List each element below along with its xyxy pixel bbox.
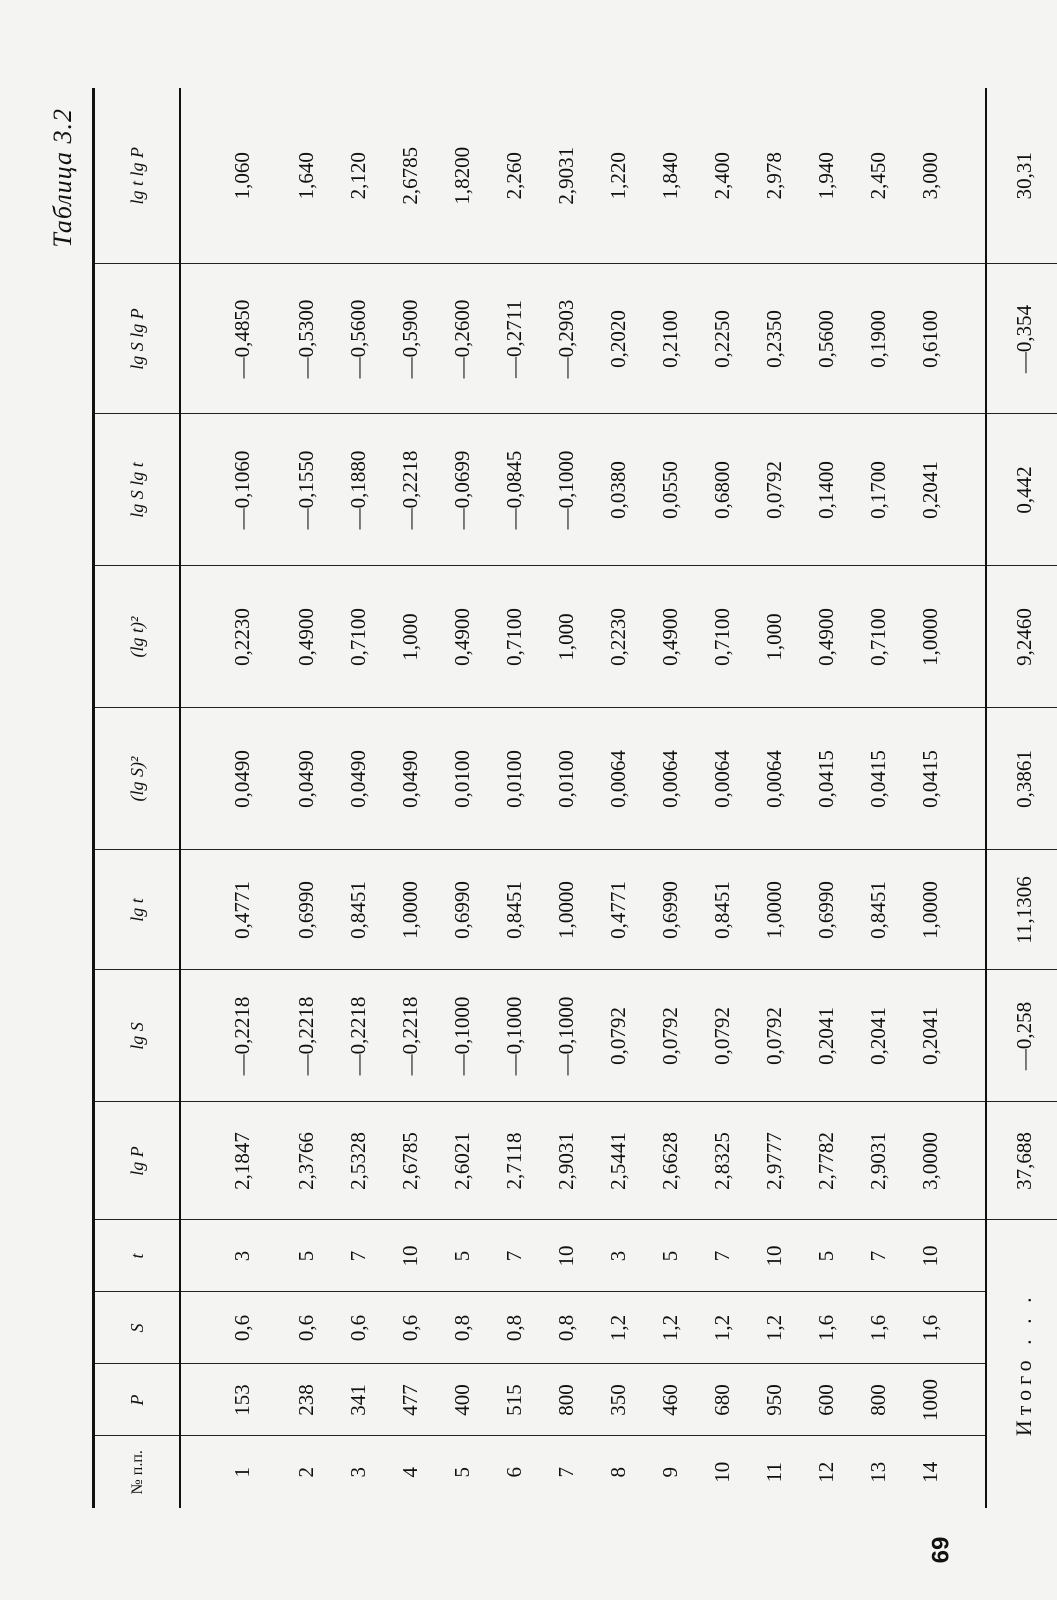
table-cell: 0,2041	[800, 970, 852, 1102]
table-cell: 0,0415	[904, 708, 986, 850]
table-row	[592, 88, 644, 1508]
table-cell: 1,6	[852, 1292, 904, 1364]
table-cell: 2,9031	[540, 1102, 592, 1220]
table-cell: 1,000	[748, 566, 800, 708]
table-cell: 5	[436, 1220, 488, 1292]
table-row	[800, 88, 852, 1508]
table-cell: 0,0100	[436, 708, 488, 850]
header-cell: lg S lg t	[94, 414, 181, 566]
table-cell: 0,0550	[644, 414, 696, 566]
table-cell: 2,3766	[280, 1102, 332, 1220]
row-number-cell: 3	[345, 1467, 370, 1478]
table-cell: 800	[540, 1364, 592, 1436]
row-number-cell: 9	[657, 1467, 682, 1478]
table-cell: —0,5300	[280, 264, 332, 414]
table-cell: 2,5441	[592, 1102, 644, 1220]
table-cell: 1,0000	[904, 850, 986, 970]
table-cell: —0,2903	[540, 264, 592, 414]
table-cell: 0,4900	[800, 566, 852, 708]
table-cell: 7	[852, 1220, 904, 1292]
table-cell: 0,5600	[800, 264, 852, 414]
row-number-cell: 7	[553, 1467, 578, 1478]
table-cell: 0,2250	[696, 264, 748, 414]
header-cell: lg S	[94, 970, 181, 1102]
table-cell: 0,7100	[332, 566, 384, 708]
total-cell: 30,31	[986, 88, 1057, 264]
table-cell: —0,2218	[280, 970, 332, 1102]
table-cell: 2,7782	[800, 1102, 852, 1220]
table-cell: 1,840	[644, 88, 696, 264]
table-row	[280, 88, 332, 1508]
table-cell: 1,0000	[748, 850, 800, 970]
table-cell: 2,9031	[540, 88, 592, 264]
table-cell: 2,6628	[644, 1102, 696, 1220]
table-cell: 0,2020	[592, 264, 644, 414]
table-cell: 0,2041	[904, 414, 986, 566]
table-cell: 1,8200	[436, 88, 488, 264]
table-cell: 0,0490	[280, 708, 332, 850]
table-cell: 2,260	[488, 88, 540, 264]
table-cell: 5	[800, 1220, 852, 1292]
rotated-table-frame	[48, 88, 1036, 1508]
table-cell: —0,1060	[180, 414, 280, 566]
table-cell: —0,2600	[436, 264, 488, 414]
table-cell: 0,0064	[696, 708, 748, 850]
table-cell: 2,6785	[384, 88, 436, 264]
table-cell: 0,6	[332, 1292, 384, 1364]
table-cell: 2,9031	[852, 1102, 904, 1220]
table-cell: —0,1000	[540, 970, 592, 1102]
total-cell: 9,2460	[986, 566, 1057, 708]
table-cell: —0,5900	[384, 264, 436, 414]
table-cell: 0,1700	[852, 414, 904, 566]
table-cell: —0,0845	[488, 414, 540, 566]
row-number-cell: 1	[229, 1467, 254, 1478]
table-cell: 0,0064	[644, 708, 696, 850]
table-cell: 238	[280, 1364, 332, 1436]
table-cell: 2,1847	[180, 1102, 280, 1220]
header-row	[94, 88, 181, 1508]
table-cell: —0,0699	[436, 414, 488, 566]
table-cell: 2,400	[696, 88, 748, 264]
table-row	[332, 88, 384, 1508]
header-cell: (lg S)²	[94, 708, 181, 850]
table-cell: 0,6990	[280, 850, 332, 970]
table-cell: —0,4850	[180, 264, 280, 414]
table-cell: 0,6	[280, 1292, 332, 1364]
table-cell: 515	[488, 1364, 540, 1436]
row-number-cell: 5	[449, 1467, 474, 1478]
total-cell: 37,688	[986, 1102, 1057, 1220]
header-cell: lg P	[94, 1102, 181, 1220]
table-cell: 0,0415	[800, 708, 852, 850]
header-cell: lg t lg P	[94, 88, 181, 264]
table-cell: 0,0490	[332, 708, 384, 850]
table-cell: 1,000	[384, 566, 436, 708]
table-cell: 3	[180, 1220, 280, 1292]
header-cell: t	[94, 1220, 181, 1292]
table-cell: 477	[384, 1364, 436, 1436]
data-table	[92, 88, 1057, 1508]
header-cell: lg S lg P	[94, 264, 181, 414]
table-cell: 10	[904, 1220, 986, 1292]
table-cell: —0,1880	[332, 414, 384, 566]
table-row	[384, 88, 436, 1508]
table-cell: 1000	[904, 1364, 986, 1436]
total-cell: —0,258	[986, 970, 1057, 1102]
table-cell: 0,6800	[696, 414, 748, 566]
table-row	[852, 88, 904, 1508]
table-cell: 5	[280, 1220, 332, 1292]
table-cell: —0,1550	[280, 414, 332, 566]
table-cell: —0,1000	[436, 970, 488, 1102]
table-cell: —0,2218	[180, 970, 280, 1102]
table-cell: 1,060	[180, 88, 280, 264]
table-cell: 0,0100	[540, 708, 592, 850]
table-cell: —0,2218	[332, 970, 384, 1102]
table-cell: 7	[488, 1220, 540, 1292]
table-cell: 5	[644, 1220, 696, 1292]
table-cell: 1,000	[540, 566, 592, 708]
table-cell: 0,0792	[748, 970, 800, 1102]
row-number-cell: 2	[293, 1467, 318, 1478]
table-cell: 1,6	[904, 1292, 986, 1364]
total-cell: 11,1306	[986, 850, 1057, 970]
table-cell: 350	[592, 1364, 644, 1436]
table-cell: 0,7100	[852, 566, 904, 708]
table-row	[696, 88, 748, 1508]
table-cell: 0,0490	[180, 708, 280, 850]
table-cell: 7	[696, 1220, 748, 1292]
table-cell: 1,0000	[904, 566, 986, 708]
header-cell: P	[94, 1364, 181, 1436]
table-cell: 0,2041	[904, 970, 986, 1102]
table-cell: 0,0792	[644, 970, 696, 1102]
table-row	[436, 88, 488, 1508]
table-cell: 2,8325	[696, 1102, 748, 1220]
table-cell: 0,0064	[748, 708, 800, 850]
table-cell: 0,6	[180, 1292, 280, 1364]
table-cell: 0,6990	[436, 850, 488, 970]
table-cell: 0,2350	[748, 264, 800, 414]
table-cell: 7	[332, 1220, 384, 1292]
table-cell: 1,0000	[384, 850, 436, 970]
table-cell: 0,6990	[644, 850, 696, 970]
row-number-cell: 13	[865, 1461, 890, 1483]
table-cell: 2,120	[332, 88, 384, 264]
table-cell: 0,0100	[488, 708, 540, 850]
row-number-cell: 12	[813, 1461, 838, 1483]
table-cell: 1,2	[696, 1292, 748, 1364]
table-cell: —0,2218	[384, 414, 436, 566]
table-cell: 0,7100	[488, 566, 540, 708]
table-cell: 0,6	[384, 1292, 436, 1364]
table-cell: 0,6990	[800, 850, 852, 970]
table-cell: 1,6	[800, 1292, 852, 1364]
header-cell: S	[94, 1292, 181, 1364]
table-cell: 0,0380	[592, 414, 644, 566]
table-cell: —0,1000	[540, 414, 592, 566]
table-cell: 2,7118	[488, 1102, 540, 1220]
total-label: Итого . . .	[986, 1220, 1057, 1508]
row-number-cell: 8	[605, 1467, 630, 1478]
table-cell: 1,2	[644, 1292, 696, 1364]
table-cell: 800	[852, 1364, 904, 1436]
row-number-cell: 11	[761, 1462, 786, 1483]
table-cell: 2,6785	[384, 1102, 436, 1220]
row-number-cell: 14	[917, 1461, 942, 1483]
table-cell: 0,4771	[592, 850, 644, 970]
table-body	[180, 88, 986, 1508]
total-cell: 0,442	[986, 414, 1057, 566]
table-cell: 10	[748, 1220, 800, 1292]
header-cell: (lg t)²	[94, 566, 181, 708]
table-row	[904, 88, 986, 1508]
table-cell: 950	[748, 1364, 800, 1436]
table-cell: 1,220	[592, 88, 644, 264]
page-number: 69	[927, 1536, 955, 1564]
table-cell: 10	[540, 1220, 592, 1292]
table-cell: 1,0000	[540, 850, 592, 970]
table-cell: 3	[592, 1220, 644, 1292]
table-cell: 0,2100	[644, 264, 696, 414]
table-cell: 0,2230	[592, 566, 644, 708]
table-cell: 0,0415	[852, 708, 904, 850]
table-cell: 0,4900	[644, 566, 696, 708]
table-cell: 0,0490	[384, 708, 436, 850]
header-cell: № п.п.	[94, 1436, 181, 1508]
table-cell: 10	[384, 1220, 436, 1292]
table-cell: —0,2711	[488, 264, 540, 414]
table-cell: —0,5600	[332, 264, 384, 414]
table-cell: 1,2	[748, 1292, 800, 1364]
table-cell: 0,8451	[696, 850, 748, 970]
table-cell: —0,2218	[384, 970, 436, 1102]
table-cell: 0,1900	[852, 264, 904, 414]
table-row	[540, 88, 592, 1508]
table-cell: 0,1400	[800, 414, 852, 566]
table-row	[180, 88, 280, 1508]
table-cell: 0,6100	[904, 264, 986, 414]
table-cell: 1,2	[592, 1292, 644, 1364]
table-cell: 400	[436, 1364, 488, 1436]
table-cell: 0,0792	[592, 970, 644, 1102]
table-cell: 0,8	[488, 1292, 540, 1364]
table-cell: 0,2041	[852, 970, 904, 1102]
table-cell: 0,4900	[436, 566, 488, 708]
table-cell: 0,2230	[180, 566, 280, 708]
table-caption: Таблица 3.2	[48, 108, 77, 248]
table-cell: 2,978	[748, 88, 800, 264]
table-cell: 1,640	[280, 88, 332, 264]
table-cell: 0,4900	[280, 566, 332, 708]
table-cell: 0,8	[540, 1292, 592, 1364]
total-cell: —0,354	[986, 264, 1057, 414]
table-cell: 0,8451	[852, 850, 904, 970]
table-cell: 153	[180, 1364, 280, 1436]
table-cell: 600	[800, 1364, 852, 1436]
table-cell: 2,5328	[332, 1102, 384, 1220]
row-number-cell: 6	[501, 1467, 526, 1478]
row-number-cell: 10	[709, 1461, 734, 1483]
table-cell: 680	[696, 1364, 748, 1436]
total-row	[986, 88, 1057, 1508]
table-cell: 0,4771	[180, 850, 280, 970]
table-cell: 2,9777	[748, 1102, 800, 1220]
table-cell: 0,8	[436, 1292, 488, 1364]
table-cell: 1,940	[800, 88, 852, 264]
table-cell: 0,0064	[592, 708, 644, 850]
table-cell: 2,6021	[436, 1102, 488, 1220]
header-cell: lg t	[94, 850, 181, 970]
row-number-cell: 4	[397, 1467, 422, 1478]
table-row	[488, 88, 540, 1508]
table-cell: 0,8451	[488, 850, 540, 970]
table-cell: 0,7100	[696, 566, 748, 708]
table-cell: —0,1000	[488, 970, 540, 1102]
table-cell: 460	[644, 1364, 696, 1436]
table-cell: 3,000	[904, 88, 986, 264]
table-cell: 0,0792	[748, 414, 800, 566]
table-cell: 341	[332, 1364, 384, 1436]
table-row	[644, 88, 696, 1508]
total-cell: 0,3861	[986, 708, 1057, 850]
table-cell: 0,0792	[696, 970, 748, 1102]
table-cell: 3,0000	[904, 1102, 986, 1220]
table-cell: 2,450	[852, 88, 904, 264]
table-row	[748, 88, 800, 1508]
table-cell: 0,8451	[332, 850, 384, 970]
